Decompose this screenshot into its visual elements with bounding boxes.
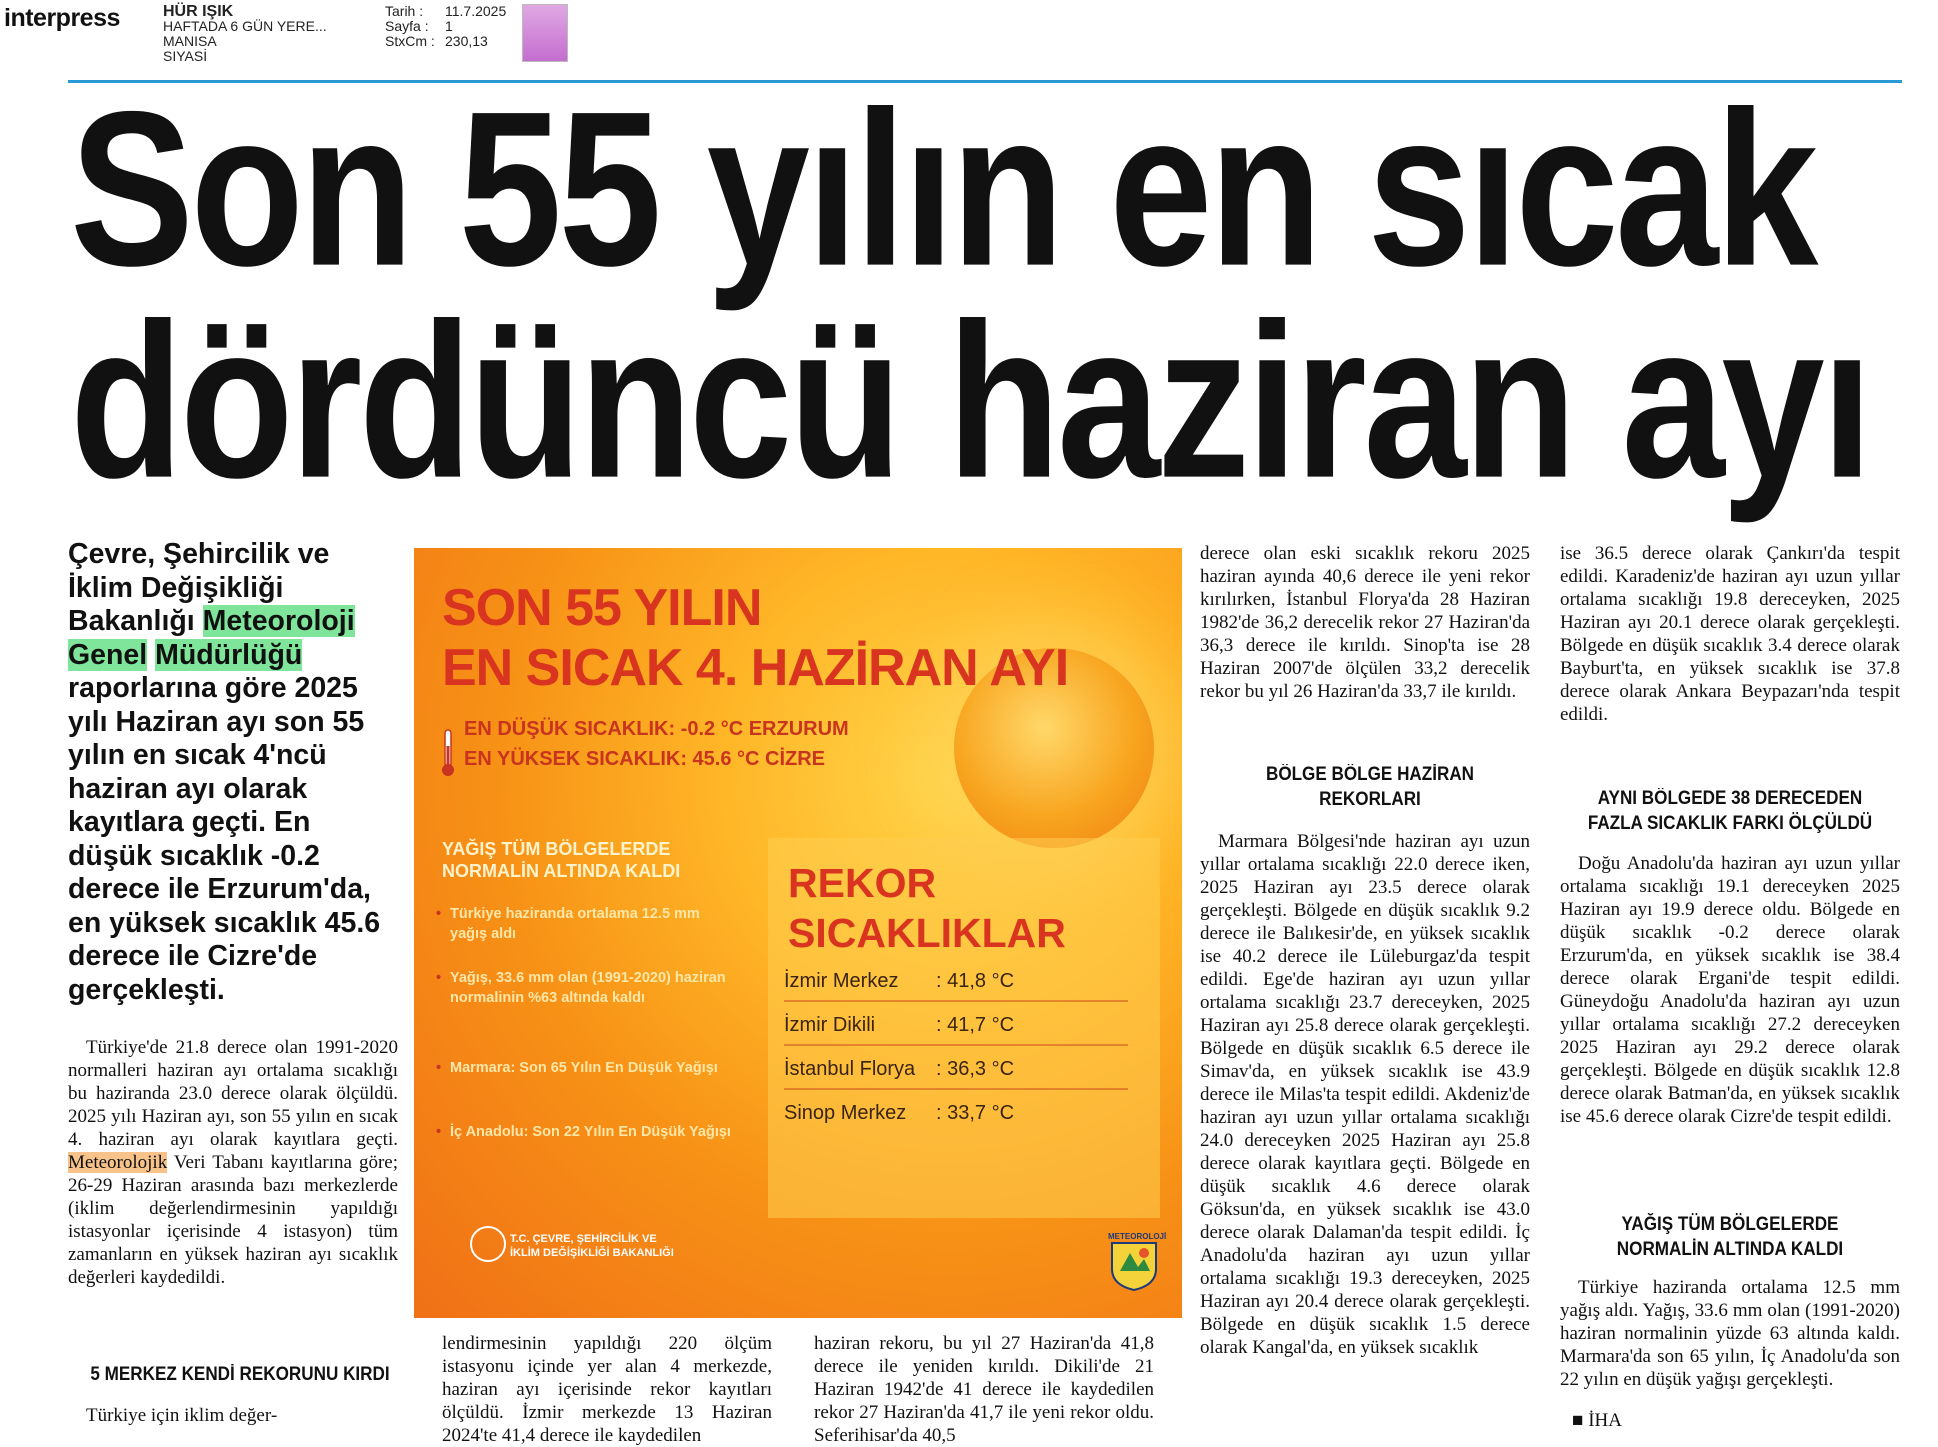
rain-item-4: • İç Anadolu: Son 22 Yılın En Düşük Yağışı	[450, 1122, 740, 1142]
highest-temp: EN YÜKSEK SICAKLIK: 45.6 °C CİZRE	[464, 748, 826, 770]
col2-body: lendirmesinin yapıldığı 220 ölçüm istasyonu içinde yer alan 4 merkezde, haziran ayı içerisinde rekor kayıtları ölçüldü. İzmir merkezde 13 Haziran 2024'te 41,4 derece ile kaydedilen	[442, 1333, 772, 1446]
page-label: Sayfa :	[385, 18, 429, 34]
col5-subhead-1: AYNI BÖLGEDE 38 DERECEDEN FAZLA SICAKLIK FARKI ÖLÇÜLDÜ	[1587, 788, 1873, 834]
publication-city: MANISA	[163, 33, 217, 49]
col3-body: haziran rekoru, bu yıl 27 Haziran'da 41,8 derece ile yeniden kırıldı. Dikili'de 21 Haziran 1942'de 41 derece ile kaydedilen rekor 27 Haziran'da 41,7 ile yeni rekor oldu. Seferihisar'da 40,5	[814, 1333, 1154, 1446]
infographic-title-1: SON 55 YILIN	[442, 579, 762, 637]
record-temps-title	[788, 858, 1066, 958]
meteoroloji-shield-icon	[1108, 1241, 1160, 1291]
col1-text-2: Veri Tabanı kayıtlarına göre; 26-29 Haziran arasında bazı merkezlerde (iklim değerlendirmesinin yapıldığı istasyonlar içerisinde 4 istasyon) tüm zamanların en yüksek haziran ayı sıcaklık değerleri kaydedildi.	[68, 1152, 398, 1288]
record-city: Sinop Merkez	[784, 1102, 907, 1124]
infographic-title	[442, 578, 1068, 698]
date-label: Tarih :	[385, 3, 424, 19]
rain-item-3: • Marmara: Son 65 Yılın En Düşük Yağışı	[450, 1058, 740, 1078]
publication-info	[163, 4, 327, 64]
clip-meta	[385, 4, 506, 49]
col5-body-1: Doğu Anadolu'da haziran ayı uzun yıllar ortalama sıcaklığı 19.1 dereceyken 2025 Haziran ayı 19.9 derece oldu. Bölgede en düşük sıcaklık -0.2 derece olarak Erzurum'da, en yüksek sıcaklık ise 38.4 derece olarak Ergani'de tespit edildi. Güneydoğu Anadolu'da haziran ayı uzun yıllar ortalama sıcaklığı 27.2 dereceyken 2025 Haziran ayı 29.2 derece olarak gerçekleşti. Bölgede en düşük sıcaklık 12.8 derece olarak Batman'da, en yüksek sıcaklık ise 45.6 derece olarak Cizre'de tespit edildi.	[1560, 853, 1900, 1127]
stxcm-value: 230,13	[445, 33, 488, 49]
lead-space	[147, 639, 155, 671]
headline-line-1: Son 55 yılın en sıcak	[70, 64, 1815, 312]
col4-top: derece olan eski sıcaklık rekoru 2025 haziran ayında 40,6 derece ile yeni rekor kırılırken, İstanbul Florya'da 28 Haziran 1982'de 36,2 derecelik rekor 27 Haziran'da 36,3 derece ile kırıldı. Sinop'ta ise 28 Haziran 2007'de ölçülen 33,2 derecelik rekor bu yıl 26 Haziran'da 33,7 ile kırıldı.	[1200, 543, 1530, 702]
ministry-name-1: T.C. ÇEVRE, ŞEHİRCİLİK VE	[510, 1233, 657, 1245]
lead-text-2: raporlarına göre 2025 yılı Haziran ayı son 55 yılın en sıcak 4'ncü haziran ayı olarak kayıtlara geçti. En düşük sıcaklık -0.2 derece ile Erzurum'da, en yüksek sıcaklık 45.6 derece ile Cizre'de gerçekleşti.	[68, 672, 381, 1006]
rain-item-2: • Yağış, 33.6 mm olan (1991-2020) haziran normalinin %63 altında kaldı	[450, 968, 740, 1008]
col1-body	[68, 1036, 398, 1289]
rain-item-1: • Türkiye haziranda ortalama 12.5 mm yağış aldı	[450, 904, 740, 944]
col4-subhead: BÖLGE BÖLGE HAZİRAN REKORLARI	[1265, 764, 1475, 810]
record-city: İstanbul Florya	[784, 1058, 916, 1080]
page-thumbnail[interactable]	[522, 4, 568, 62]
record-value: : 41,8 °C	[936, 970, 1015, 992]
lead-highlight-2: Genel	[68, 638, 148, 671]
ministry-logo	[510, 1232, 674, 1260]
page-value: 1	[445, 18, 453, 34]
rain-heading: YAĞIŞ TÜM BÖLGELERDE NORMALİN ALTINDA KALDI	[442, 839, 681, 881]
headline-line-2: dördüncü haziran ayı	[70, 276, 1870, 524]
publication-section: SIYASİ	[163, 48, 208, 64]
infographic-title-2: EN SICAK 4. HAZİRAN AYI	[442, 639, 1069, 697]
col1-subhead: 5 MERKEZ KENDİ REKORUNU KIRDI	[90, 1364, 390, 1385]
record-row	[784, 962, 1128, 1002]
agency-credit: ■ İHA	[1572, 1410, 1622, 1431]
record-value: : 41,7 °C	[936, 1014, 1015, 1036]
col1-body-2: Türkiye için iklim değer-	[86, 1405, 278, 1426]
date-value: 11.7.2025	[445, 3, 507, 19]
interpress-logo: interpress	[4, 4, 120, 32]
ministry-seal-icon	[470, 1226, 506, 1262]
meteoroloji-logo	[1108, 1232, 1167, 1292]
lowest-temp: EN DÜŞÜK SICAKLIK: -0.2 °C ERZURUM	[464, 718, 849, 740]
lead-paragraph	[68, 538, 398, 1007]
record-city: İzmir Merkez	[784, 970, 899, 992]
record-title-1: REKOR	[788, 860, 937, 906]
col4-body: Marmara Bölgesi'nde haziran ayı uzun yıllar ortalama sıcaklığı 22.0 derece iken, 2025 Haziran ayı 23.5 derece olarak gerçekleşti. Bölgede en düşük sıcaklık 9.2 derece ile Balıkesir'de, en yüksek sıcaklık ise 40.2 derece ile Lüleburgaz'da tespit edildi. Ege'de haziran ayı uzun yıllar ortalama sıcaklığı 23.7 dereceyken, 2025 Haziran ayı 25.8 derece olarak gerçekleşti. Bölgede en düşük sıcaklık 6.5 derece ile Simav'da, en yüksek sıcaklık ise 43.9 derece ile Milas'ta tespit edildi. Akdeniz'de haziran ayı uzun yıllar ortalama sıcaklığı 24.0 dereceyken 2025 Haziran ayı 25.8 derece olarak kayıtlara geçti. Bölgede en düşük sıcaklık 4.6 derece olarak Göksun'da, en yüksek sıcaklık ise 43.0 derece olarak Dalaman'da tespit edildi. İç Anadolu'da haziran ayı uzun yıllar ortalama sıcaklığı 19.3 dereceyken, 2025 Haziran ayı 20.4 derece olarak gerçekleşti. Bölgede en düşük sıcaklık 1.5 derece olarak Kangal'da, en yüksek sıcaklık	[1200, 831, 1530, 1358]
col1-highlight: Meteorolojik	[68, 1152, 168, 1173]
record-value: : 36,3 °C	[936, 1058, 1015, 1080]
ministry-name-2: İKLİM DEĞİŞİKLİĞİ BAKANLIĞI	[510, 1247, 674, 1259]
record-value: : 33,7 °C	[936, 1102, 1015, 1124]
col5-top: ise 36.5 derece olarak Çankırı'da tespit edildi. Karadeniz'de haziran ayı uzun yıllar ortalama sıcaklığı 19.8 dereceyken, 2025 Haziran ayı 20.1 derece olarak gerçekleşti. Bölgede en düşük sıcaklık 3.4 derece olarak Bayburt'ta, en yüksek sıcaklık ise 37.8 derece olarak Ankara Beypazarı'nda tespit edildi.	[1560, 543, 1900, 725]
stxcm-label: StxCm :	[385, 33, 435, 49]
record-row	[784, 1006, 1128, 1046]
record-city: İzmir Dikili	[784, 1014, 876, 1036]
col5-body-2: Türkiye haziranda ortalama 12.5 mm yağış aldı. Yağış, 33.6 mm olan (1991-2020) haziran normalinin yüzde 63 altında kaldı. Marmara'da son 65 yılın, İç Anadolu'da son 22 yılın en düşük yağışı gerçekleşti.	[1560, 1277, 1900, 1390]
infographic	[414, 548, 1182, 1318]
record-row	[784, 1050, 1128, 1090]
lead-highlight-1: Meteoroloji	[202, 605, 355, 637]
meteoroloji-logo-text: METEOROLOJİ	[1108, 1232, 1167, 1241]
record-title-2: SICAKLIKLAR	[788, 910, 1066, 956]
publication-name: HÜR IŞIK	[163, 3, 234, 20]
col1-text-1: Türkiye'de 21.8 derece olan 1991-2020 normalleri haziran ayı ortalama sıcaklığı bu haziranda 23.0 derece olarak ölçüldü. 2025 yılı Haziran ayı, son 55 yılın en sıcak 4. haziran ayı olarak kayıtlara geçti.	[68, 1037, 398, 1150]
record-row	[784, 1094, 1128, 1132]
lead-text-1: Çevre, Şehircilik ve İklim Değişikliği Bakanlığı	[68, 538, 330, 637]
record-temps-panel	[768, 838, 1160, 1218]
thermometer-icon	[440, 728, 456, 778]
publication-frequency: HAFTADA 6 GÜN YERE...	[163, 18, 327, 34]
col5-subhead-2: YAĞIŞ TÜM BÖLGELERDE NORMALİN ALTINDA KALDI	[1616, 1214, 1844, 1260]
lead-highlight-3: Müdürlüğü	[155, 638, 303, 671]
